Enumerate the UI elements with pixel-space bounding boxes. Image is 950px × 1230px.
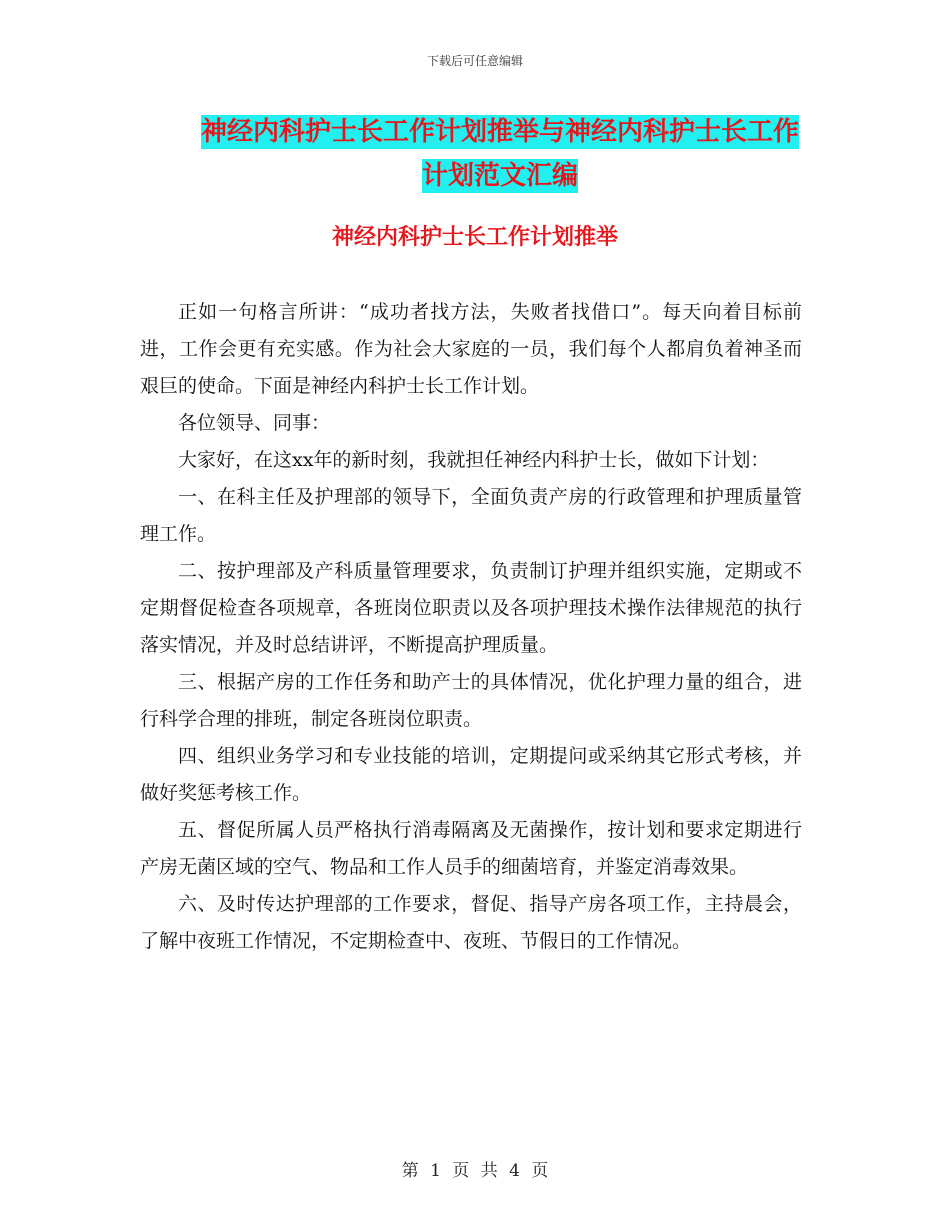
section-title: 神经内科护士长工作计划推举 bbox=[331, 225, 618, 250]
paragraph-opening: 大家好，在这xx年的新时刻，我就担任神经内科护士长，做如下计划： bbox=[178, 449, 770, 471]
paragraph-greeting: 各位领导、同事： bbox=[178, 412, 331, 434]
document-title bbox=[140, 110, 860, 198]
paragraph-item-1: 一、在科主任及护理部的领导下，全面负责产房的行政管理和护理质量管理工作。 bbox=[140, 486, 802, 545]
paragraph-item-4: 四、组织业务学习和专业技能的培训，定期提问或采纳其它形式考核，并做好奖惩考核工作。 bbox=[140, 745, 802, 804]
page-number-footer: 第 1 页 共 4 页 bbox=[401, 1161, 549, 1181]
page-header-note: 下载后可任意编辑 bbox=[426, 54, 523, 68]
document-title-line-2: 计划范文汇编 bbox=[421, 161, 578, 191]
document-body bbox=[140, 294, 802, 960]
document-title-line-1: 神经内科护士长工作计划推举与神经内科护士长工作 bbox=[200, 117, 799, 147]
paragraph-item-2: 二、按护理部及产科质量管理要求，负责制订护理并组织实施，定期或不定期督促检查各项规章，各班岗位职责以及各项护理技术操作法律规范的执行落实情况，并及时总结讲评，不断提高护理质量。 bbox=[140, 560, 802, 656]
paragraph-item-6: 六、及时传达护理部的工作要求，督促、指导产房各项工作，主持晨会，了解中夜班工作情况，不定期检查中、夜班、节假日的工作情况。 bbox=[140, 893, 802, 952]
paragraph-item-3: 三、根据产房的工作任务和助产士的具体情况，优化护理力量的组合，进行科学合理的排班，制定各班岗位职责。 bbox=[140, 671, 802, 730]
paragraph-intro: 正如一句格言所讲：“成功者找方法，失败者找借口”。每天向着目标前进，工作会更有充实感。作为社会大家庭的一员，我们每个人都肩负着神圣而艰巨的使命。下面是神经内科护士长工作计划。 bbox=[140, 301, 802, 397]
paragraph-item-5: 五、督促所属人员严格执行消毒隔离及无菌操作，按计划和要求定期进行产房无菌区域的空气、物品和工作人员手的细菌培育，并鉴定消毒效果。 bbox=[140, 819, 802, 878]
